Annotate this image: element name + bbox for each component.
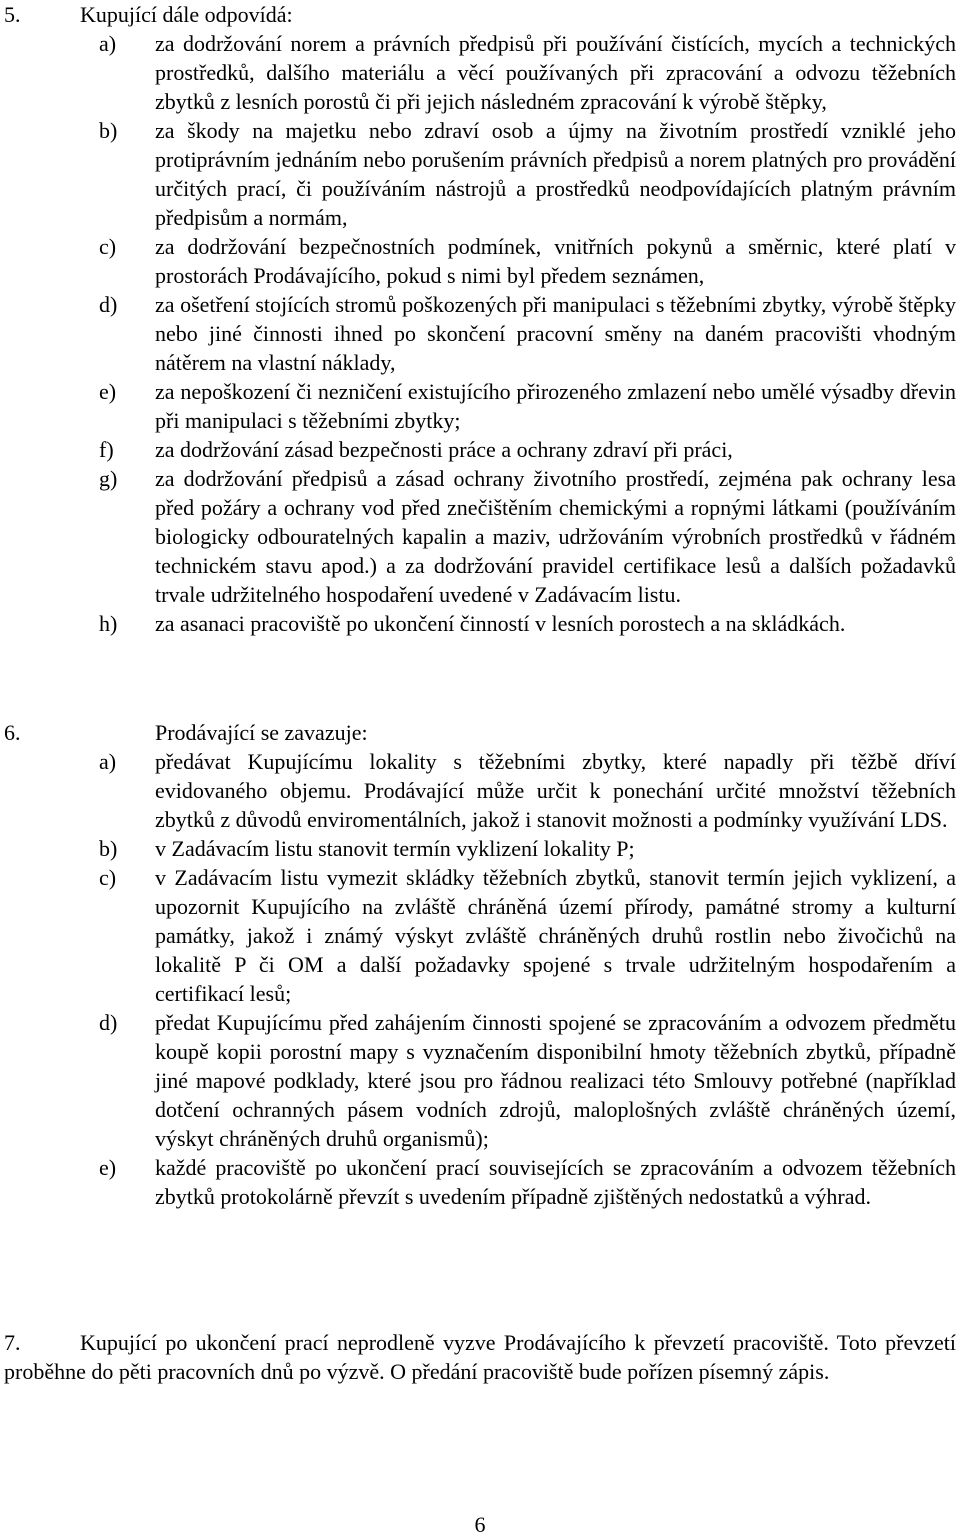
- list-item: [4, 747, 956, 834]
- list-item-text: za dodržování bezpečnostních podmínek, vnitřních pokynů a směrnic, které platí v prostorách Prodávajícího, pokud s nimi byl předem seznámen,: [155, 234, 956, 288]
- section-6-number: 6.: [4, 720, 21, 745]
- list-item-label: a): [99, 749, 117, 774]
- list-item-label: f): [99, 437, 114, 462]
- section-5-number: 5.: [4, 2, 21, 27]
- section-6: [4, 718, 956, 1211]
- list-item-text: za dodržování zásad bezpečnosti práce a ochrany zdraví při práci,: [155, 437, 733, 462]
- list-item: [4, 290, 956, 377]
- list-item-text: za nepoškození či nezničení existujícího přirozeného zmlazení nebo umělé výsadby dřevin při manipulaci s těžebními zbytky;: [155, 379, 956, 433]
- section-6-heading-text: Prodávající se zavazuje:: [155, 720, 368, 745]
- list-item: [4, 609, 956, 638]
- list-item: [4, 377, 956, 435]
- list-item-label: d): [99, 1010, 118, 1035]
- section-6-heading: [4, 718, 956, 747]
- list-item-label: b): [99, 836, 118, 861]
- section-5-heading: [4, 0, 956, 29]
- list-item-label: c): [99, 865, 117, 890]
- list-item-text: za dodržování norem a právních předpisů při používání čistících, mycích a technických prostředků, dalšího materiálu a věcí používaných při zpracování a odvozu těžebních zbytků z lesních porostů či při jejich následném zpracování k výrobě štěpky,: [155, 31, 956, 114]
- list-item: [4, 1008, 956, 1153]
- list-item-label: h): [99, 611, 118, 636]
- list-item: [4, 863, 956, 1008]
- list-item-text: za asanaci pracoviště po ukončení činností v lesních porostech a na skládkách.: [155, 611, 846, 636]
- section-7: [4, 1328, 956, 1386]
- list-item: [4, 464, 956, 609]
- list-item: [4, 435, 956, 464]
- list-item-text: v Zadávacím listu vymezit skládky těžebních zbytků, stanovit termín jejich vyklizení, a upozornit Kupujícího na zvláště chráněná území přírody, památné stromy a kulturní památky, jakož i známý výskyt zvláště chráněných druhů rostlin nebo živočichů na lokalitě P či OM a další požadavky spojené s trvale udržitelným hospodařením a certifikací lesů;: [155, 865, 956, 1006]
- list-item-text: v Zadávacím listu stanovit termín vyklizení lokality P;: [155, 836, 635, 861]
- list-item-text: každé pracoviště po ukončení prací souvisejících se zpracováním a odvozem těžebních zbytků protokolárně převzít s uvedením případně zjištěných nedostatků a výhrad.: [155, 1155, 956, 1209]
- list-item: [4, 1153, 956, 1211]
- list-item-label: e): [99, 379, 117, 404]
- list-item-label: a): [99, 31, 117, 56]
- page-number: 6: [474, 1512, 486, 1537]
- list-item-label: g): [99, 466, 118, 491]
- list-item-label: e): [99, 1155, 117, 1180]
- list-item: [4, 232, 956, 290]
- list-item: [4, 116, 956, 232]
- list-item-label: b): [99, 118, 118, 143]
- list-item-text: předávat Kupujícímu lokality s těžebními zbytky, které napadly při těžbě dříví evidovaného objemu. Prodávající může určit k ponechání určité množství těžebních zbytků z důvodů enviromentálních, jakož i stanovit možnosti a podmínky využívání LDS.: [155, 749, 956, 832]
- list-item: [4, 834, 956, 863]
- list-item-text: za dodržování předpisů a zásad ochrany životního prostředí, zejména pak ochrany lesa před požáry a ochrany vod před znečištěním chemickými a ropnými látkami (používáním biologicky odbouratelných kapalin a maziv, udržováním výrobních prostředků v řádném technickém stavu apod.) a za dodržování pravidel certifikace lesů a dalších požadavků trvale udržitelného hospodaření uvedené v Zadávacím listu.: [155, 466, 956, 607]
- section-5: [4, 0, 956, 638]
- list-item-text: za ošetření stojících stromů poškozených při manipulaci s těžebními zbytky, výrobě štěpky nebo jiné činnosti ihned po skončení pracovní směny na daném pracovišti vhodným nátěrem na vlastní náklady,: [155, 292, 956, 375]
- section-7-number: 7.: [4, 1330, 21, 1355]
- list-item-label: d): [99, 292, 118, 317]
- list-item-text: předat Kupujícímu před zahájením činnosti spojené se zpracováním a odvozem předmětu koupě kopii porostní mapy s vyznačením disponibilní hmoty těžebních zbytků, případně jiné mapové podklady, které jsou pro řádnou realizaci této Smlouvy potřebné (například dotčení ochranných pásem vodních zdrojů, maloplošných zvláště chráněných území, výskyt chráněných druhů organismů);: [155, 1010, 956, 1151]
- section-5-heading-text: Kupující dále odpovídá:: [80, 2, 293, 27]
- list-item: [4, 29, 956, 116]
- list-item-text: za škody na majetku nebo zdraví osob a újmy na životním prostředí vzniklé jeho protiprávním jednáním nebo porušením právních předpisů a norem platných pro provádění určitých prací, či používáním nástrojů a prostředků neodpovídajících platným právním předpisům a normám,: [155, 118, 956, 230]
- section-7-text: Kupující po ukončení prací neprodleně vyzve Prodávajícího k převzetí pracoviště. Toto převzetí proběhne do pěti pracovních dnů po výzvě. O předání pracoviště bude pořízen písemný zápis.: [4, 1330, 956, 1384]
- list-item-label: c): [99, 234, 117, 259]
